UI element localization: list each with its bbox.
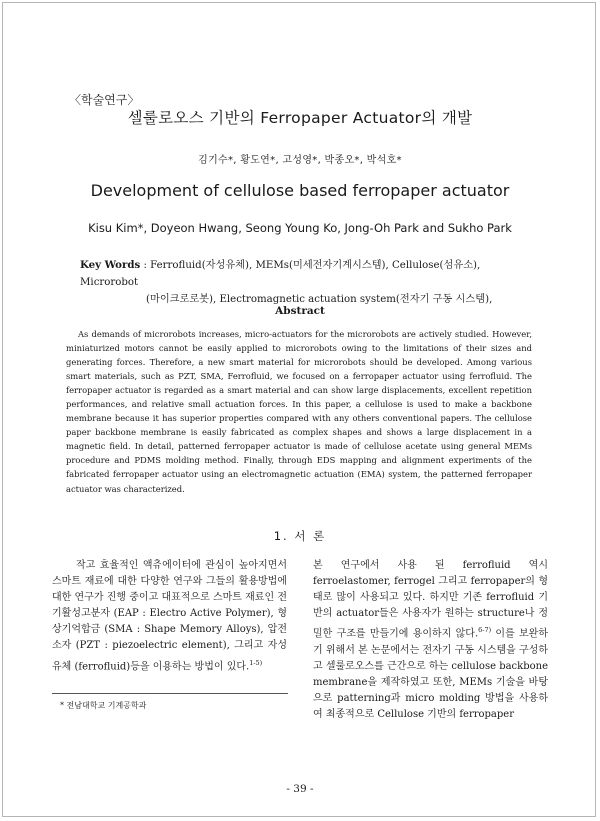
keywords-block	[80, 257, 540, 308]
article-category: 〈학술연구〉	[69, 93, 140, 107]
english-title: Development of cellulose based ferropaper actuator	[90, 181, 510, 200]
affiliation-footnote: * 전남대학교 기계공학과	[60, 701, 147, 710]
footnote-divider	[52, 693, 288, 694]
abstract-text: As demands of microrobots increases, micro-actuators for the microrobots are actively studied. However, miniaturized motors cannot be easily applied to microrobots owing to the limitations of their sizes and generating forces. Therefore, a new smart material for microrobots should be developed. Among various smart materials, such as PZT, SMA, Ferrofluid, we focused on a ferropaper actuator using ferrofluid. The ferropaper actuator is regarded as a smart material and can show large displacements, excellent repetition performances, and relative small actuation forces. In this paper, a cellulose is used to make a backbone membrane because it has superior properties compared with any others conventional papers. The cellulose paper backbone membrane is easily fabricated as complex shapes and shows a large displacement in a magnetic field. In detail, patterned ferropaper actuator is made of cellulose acetate using general MEMs procedure and PDMS molding method. Finally, through EDS mapping and alignment experiments of the fabricated ferropaper actuator using an electromagnetic actuation (EMA) system, the patterned ferropaper actuator was characterized.	[66, 329, 532, 494]
keywords-label: Key Words	[80, 259, 141, 271]
intro-text-right-a: 본 연구에서 사용 된 ferrofluid 역시 ferroelastomer, ferrogel 그리고 ferropaper의 형태로 많이 사용되고 있다. 하지만 기존 ferrofluid 기반의 actuator들은 사용자가 원하는 structure나 정밀한 구조를 만들기에 용이하지 않다.	[313, 560, 548, 640]
abstract-heading: Abstract	[275, 305, 325, 317]
korean-authors: 김기수*, 황도연*, 고성영*, 박종오*, 박석호*	[198, 155, 402, 166]
citation-ref: 6-7)	[478, 626, 492, 635]
english-authors: Kisu Kim*, Doyeon Hwang, Seong Young Ko, Jong-Oh Park and Sukho Park	[88, 221, 512, 235]
body-column-left	[52, 558, 287, 675]
section-heading-introduction: 1. 서 론	[273, 529, 327, 543]
page-number: - 39 -	[286, 783, 314, 795]
intro-paragraph-right	[313, 558, 548, 723]
keywords-line-1: : Ferrofluid(자성유체), MEMs(미세전자기계시스템), Cellulose(섬유소), Microrobot	[80, 260, 481, 288]
korean-title: 셀룰로오스 기반의 Ferropaper Actuator의 개발	[127, 109, 473, 127]
intro-text-right-b: 이를 보완하기 위해서 본 논문에서는 전자기 구동 시스템을 구성하고 셀룰로오스를 근간으로 하는 cellulose backbone membrane을 제작하였고 또한, MEMs 기술을 바탕으로 patterning과 micro molding 방법을 사용하여 최종적으로 Cellulose 기반의 ferropaper	[313, 628, 548, 721]
abstract-body	[66, 327, 532, 496]
intro-text-left: 작고 효율적인 액츄에이터에 관심이 높아지면서 스마트 재료에 대한 다양한 연구와 그들의 활용방법에 대한 연구가 진행 중이고 대표적으로 스마트 재료인 전기활성고분자 (EAP : Electro Active Polymer), 형상기억합금 (SMA : Shape Memory Alloys), 압전소자 (PZT : piezoelectric element), 그리고 자성유체 (ferrofluid)등을 이용하는 방법이 있다.	[52, 560, 287, 672]
body-column-right	[313, 558, 548, 723]
citation-ref: 1-5)	[249, 658, 263, 667]
keywords-line-2: (마이크로로봇), Electromagnetic actuation system(전자기 구동 시스템),	[146, 294, 493, 305]
intro-paragraph-left	[52, 558, 287, 675]
